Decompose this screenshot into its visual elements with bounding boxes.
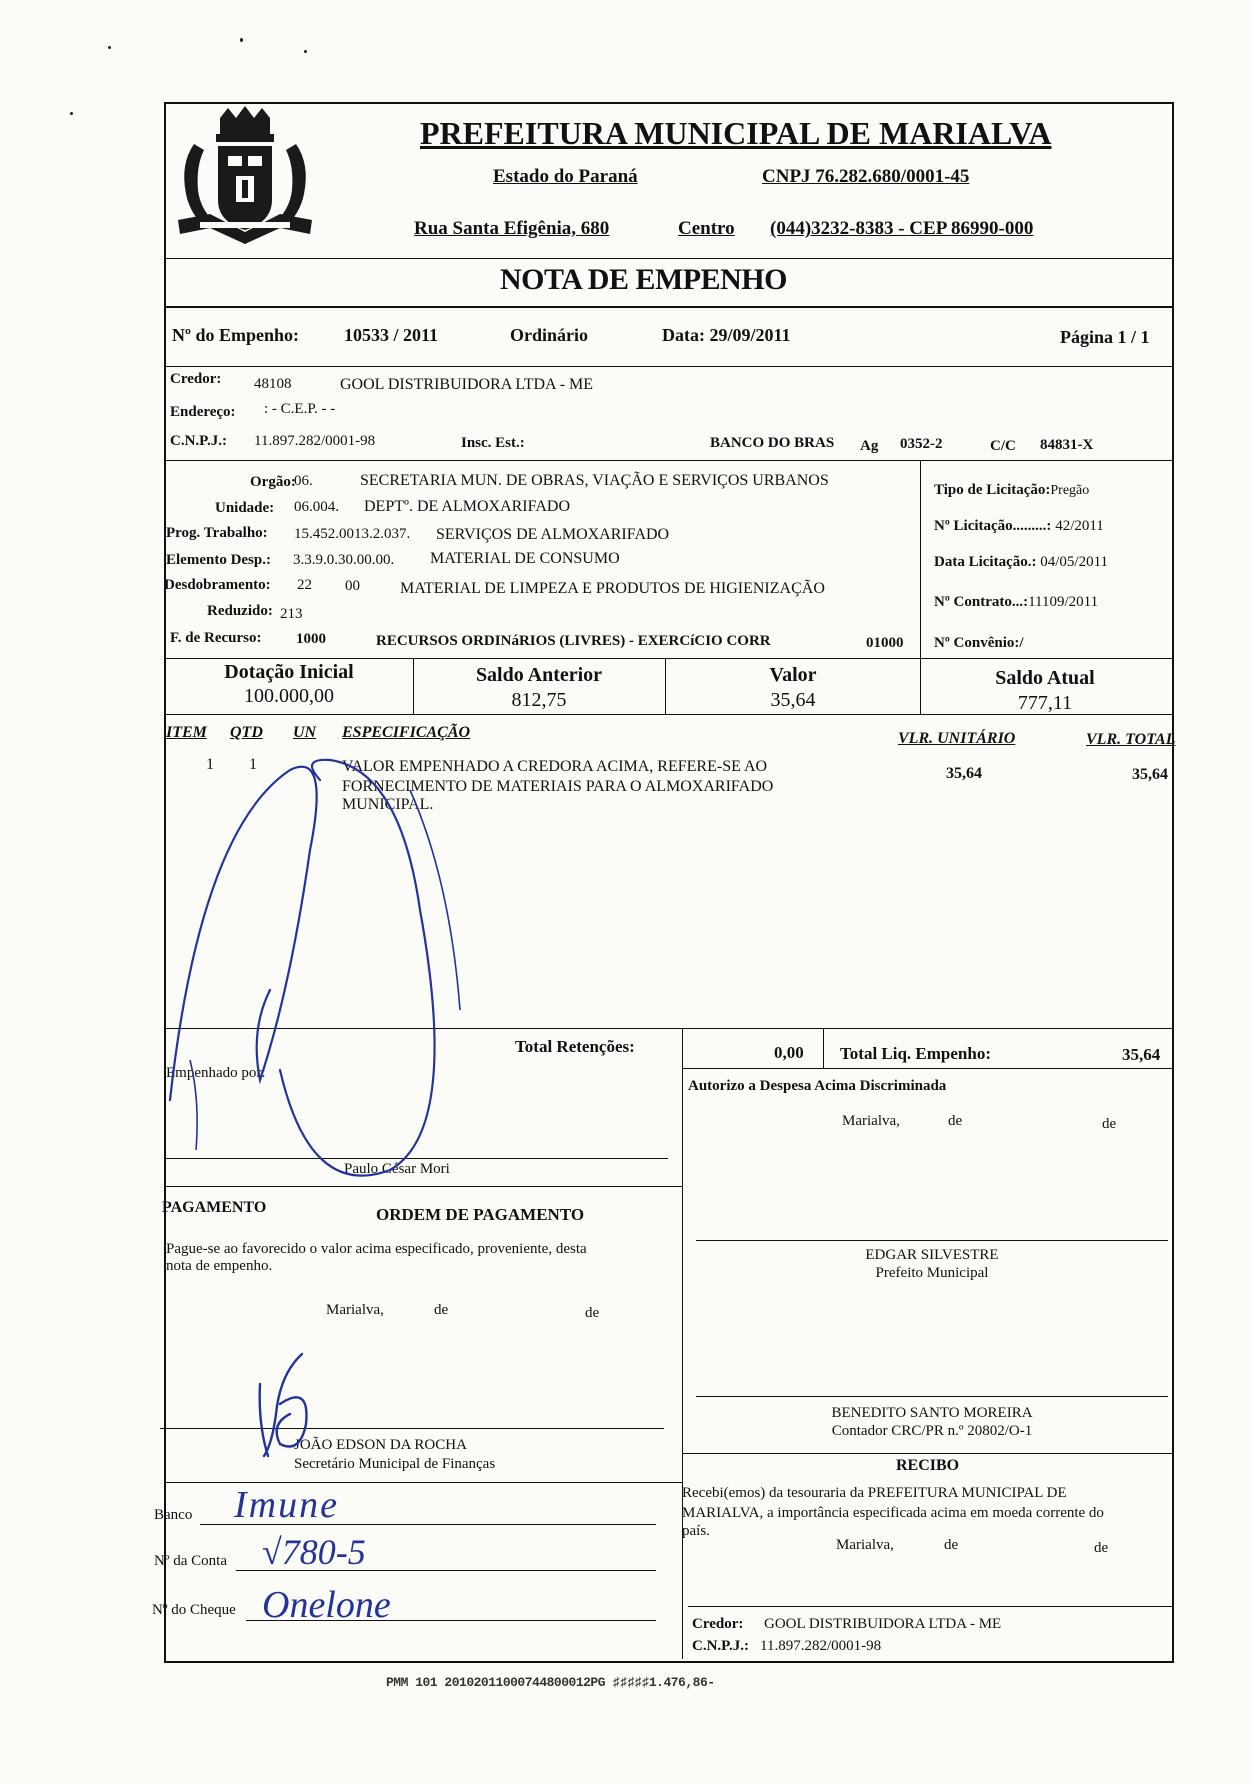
divider-vertical — [920, 460, 921, 658]
col-total-value: VLR. TOTAL — [1086, 731, 1176, 748]
page-number: Página 1 / 1 — [1060, 327, 1150, 347]
conta-label: Nº da Conta — [154, 1553, 227, 1569]
header-state: Estado do Paraná — [493, 166, 638, 187]
divider — [164, 306, 1172, 308]
divider — [164, 258, 1172, 259]
elemento-label: Elemento Desp.: — [166, 552, 271, 568]
insc-est-label: Insc. Est.: — [461, 435, 525, 451]
bank-ag: 0352-2 — [900, 436, 943, 452]
recibo-text3: país. — [682, 1523, 710, 1539]
item-spec-line1: VALOR EMPENHADO A CREDORA ACIMA, REFERE-SE AO — [342, 758, 768, 775]
dotacao-label: Dotação Inicial — [224, 661, 354, 683]
orgao-name: SECRETARIA MUN. DE OBRAS, VIAÇÃO E SERVIÇOS URBANOS — [360, 472, 829, 489]
secretary-role: Secretário Municipal de Finanças — [294, 1456, 496, 1472]
credor-code: 48108 — [254, 376, 292, 392]
licitacao-date-value: 04/05/2011 — [1040, 554, 1109, 570]
bank-cc: 84831-X — [1040, 437, 1094, 453]
pagamento-de2: de — [585, 1305, 600, 1321]
item-total-value: 35,64 — [1132, 766, 1168, 783]
dotacao-value: 100.000,00 — [244, 685, 334, 707]
recibo-credor: GOOL DISTRIBUIDORA LTDA - ME — [764, 1616, 1002, 1632]
desdobramento-code2: 00 — [345, 578, 360, 594]
recurso-code2: 01000 — [866, 635, 904, 651]
licitacao-number-value: 42/2011 — [1055, 518, 1104, 534]
header-district: Centro — [678, 218, 735, 239]
conta-handwritten: √780-5 — [262, 1532, 366, 1572]
banco-label: Banco — [154, 1507, 193, 1523]
bank-name: BANCO DO BRAS — [710, 435, 835, 451]
footer-code: PMM 101 20102011000744800012PG ♯♯♯♯♯1.476,86- — [386, 1675, 715, 1690]
tipo-licitacao-value: Pregão — [1050, 483, 1090, 498]
mayor-role: Prefeito Municipal — [875, 1265, 989, 1281]
divider — [682, 1068, 1172, 1069]
item-qtd: 1 — [249, 756, 257, 773]
col-item: ITEM — [166, 724, 207, 741]
divider — [164, 1028, 1172, 1029]
bank-ag-label: Ag — [860, 438, 879, 454]
divider-vertical — [682, 1068, 683, 1659]
header-phone-cep: (044)3232-8383 - CEP 86990-000 — [770, 218, 1034, 239]
ordem-pagamento-label: ORDEM DE PAGAMENTO — [376, 1205, 585, 1224]
signature-line — [164, 1158, 668, 1159]
pagamento-label: PAGAMENTO — [162, 1199, 267, 1216]
desdobramento-name: MATERIAL DE LIMPEZA E PRODUTOS DE HIGIENIZAÇÃO — [400, 580, 825, 597]
credor-name: GOOL DISTRIBUIDORA LTDA - ME — [340, 376, 594, 393]
prog-code: 15.452.0013.2.037. — [294, 526, 411, 542]
scan-speck — [240, 38, 243, 42]
col-unit-value: VLR. UNITÁRIO — [898, 730, 1016, 747]
pagamento-de1: de — [434, 1302, 449, 1318]
item-spec-line3: MUNICIPAL. — [342, 796, 434, 813]
col-spec: ESPECIFICAÇÃO — [342, 724, 471, 741]
autorizo-de2: de — [1102, 1116, 1117, 1132]
saldo-atual-value: 777,11 — [1017, 692, 1073, 714]
banco-handwritten: Imune — [234, 1484, 339, 1526]
reduzido-value: 213 — [280, 606, 303, 622]
scan-speck — [70, 112, 73, 115]
liquido-value: 35,64 — [1122, 1045, 1161, 1064]
autorizo-city: Marialva, — [842, 1113, 900, 1129]
unidade-code: 06.004. — [294, 499, 339, 515]
recurso-name: RECURSOS ORDINáRIOS (LIVRES) - EXERCíCIO CORR — [376, 633, 771, 649]
desdobramento-code1: 22 — [297, 577, 312, 593]
valor-value: 35,64 — [770, 689, 816, 711]
address-label: Endereço: — [170, 404, 236, 420]
convenio-label: Nº Convênio:/ — [934, 635, 1024, 651]
accountant-role: Contador CRC/PR n.º 20802/O-1 — [831, 1423, 1033, 1439]
orgao-label: Orgão: — [250, 474, 296, 490]
recibo-de2: de — [1094, 1540, 1109, 1556]
header-title: PREFEITURA MUNICIPAL DE MARIALVA — [420, 115, 1052, 151]
prog-name: SERVIÇOS DE ALMOXARIFADO — [436, 526, 670, 543]
empenho-date: Data: 29/09/2011 — [662, 325, 791, 345]
divider — [164, 1482, 682, 1483]
valor-label: Valor — [769, 664, 817, 686]
elemento-code: 3.3.9.0.30.00.00. — [293, 552, 395, 568]
empenho-type: Ordinário — [510, 325, 589, 345]
divider — [164, 714, 1172, 715]
col-qtd: QTD — [230, 724, 263, 741]
secretary-name: JOÃO EDSON DA ROCHA — [294, 1437, 467, 1453]
saldo-anterior-label: Saldo Anterior — [475, 664, 603, 686]
credor-cnpj: 11.897.282/0001-98 — [254, 433, 376, 449]
credor-label: Credor: — [170, 371, 222, 387]
signature-line — [160, 1428, 664, 1429]
unidade-name: DEPTº. DE ALMOXARIFADO — [364, 498, 570, 515]
orgao-code: 06. — [294, 473, 313, 489]
accountant-name: BENEDITO SANTO MOREIRA — [831, 1405, 1033, 1421]
saldo-atual-label: Saldo Atual — [995, 667, 1095, 689]
recurso-label: F. de Recurso: — [170, 630, 262, 646]
item-unit-value: 35,64 — [946, 765, 982, 782]
unidade-label: Unidade: — [215, 500, 275, 516]
recibo-credor-label: Credor: — [692, 1616, 744, 1632]
recibo-text2: MARIALVA, a importância especificada acima em moeda corrente do — [682, 1505, 1104, 1521]
signature-line — [688, 1606, 1172, 1607]
address-value: : - C.E.P. - - — [264, 401, 336, 417]
empenho-label: Nº do Empenho: — [172, 325, 299, 345]
contrato-value: 11109/2011 — [1028, 594, 1099, 610]
header-cnpj: CNPJ 76.282.680/0001-45 — [762, 166, 970, 187]
divider — [164, 1186, 682, 1187]
divider — [682, 1453, 1172, 1454]
scan-speck — [304, 50, 307, 53]
recibo-text1: Recebi(emos) da tesouraria da PREFEITURA MUNICIPAL DE — [682, 1485, 1067, 1501]
licitacao-date-label: Data Licitação.: 04/05/2011 — [934, 554, 1109, 570]
saldo-anterior-value: 812,75 — [511, 689, 567, 711]
recurso-code: 1000 — [296, 631, 326, 647]
retencoes-value: 0,00 — [774, 1043, 804, 1062]
licitacao-number-label: Nº Licitação.........: 42/2011 — [934, 518, 1104, 534]
col-un: UN — [293, 724, 317, 741]
contrato-label: Nº Contrato...:11109/2011 — [934, 594, 1099, 610]
desdobramento-label: Desdobramento: — [164, 577, 271, 593]
credor-cnpj-label: C.N.P.J.: — [170, 433, 227, 449]
prog-label: Prog. Trabalho: — [166, 525, 268, 541]
divider — [164, 658, 1172, 659]
cheque-handwritten: Onelone — [262, 1584, 391, 1626]
cheque-label: Nº do Cheque — [152, 1602, 236, 1618]
header-street: Rua Santa Efigênia, 680 — [414, 218, 610, 239]
mayor-name: EDGAR SILVESTRE — [865, 1247, 999, 1263]
autorizo-label: Autorizo a Despesa Acima Discriminada — [688, 1078, 947, 1094]
pagamento-city: Marialva, — [326, 1302, 384, 1318]
recibo-cnpj: 11.897.282/0001-98 — [760, 1638, 882, 1654]
autorizo-de1: de — [948, 1113, 963, 1129]
recibo-title: RECIBO — [896, 1457, 960, 1474]
pagamento-text1: Pague-se ao favorecido o valor acima especificado, proveniente, desta — [166, 1241, 587, 1257]
signature-line — [696, 1240, 1168, 1241]
signature-line — [696, 1396, 1168, 1397]
retencoes-label: Total Retenções: — [515, 1037, 635, 1056]
recibo-cnpj-label: C.N.P.J.: — [692, 1638, 749, 1654]
coat-of-arms-icon — [170, 104, 320, 256]
empenhado-name: Paulo César Mori — [344, 1161, 450, 1177]
empenhado-label: Empenhado por: — [166, 1065, 266, 1081]
scan-speck — [108, 46, 111, 49]
document-title: NOTA DE EMPENHO — [500, 263, 787, 296]
reduzido-label: Reduzido: — [207, 603, 273, 619]
recibo-city: Marialva, — [836, 1537, 894, 1553]
bank-cc-label: C/C — [990, 438, 1016, 454]
tipo-licitacao-label: Tipo de Licitação:Pregão — [934, 482, 1090, 498]
item-number: 1 — [206, 756, 214, 773]
item-spec-line2: FORNECIMENTO DE MATERIAIS PARA O ALMOXARIFADO — [342, 778, 774, 795]
recibo-de1: de — [944, 1537, 959, 1553]
pagamento-text2: nota de empenho. — [166, 1258, 273, 1274]
divider — [164, 460, 1172, 461]
empenho-number: 10533 / 2011 — [344, 325, 439, 345]
divider — [164, 366, 1172, 367]
liquido-label: Total Liq. Empenho: — [840, 1044, 991, 1063]
elemento-name: MATERIAL DE CONSUMO — [430, 550, 620, 567]
divider-vertical — [682, 1028, 683, 1068]
divider-vertical — [823, 1028, 824, 1068]
